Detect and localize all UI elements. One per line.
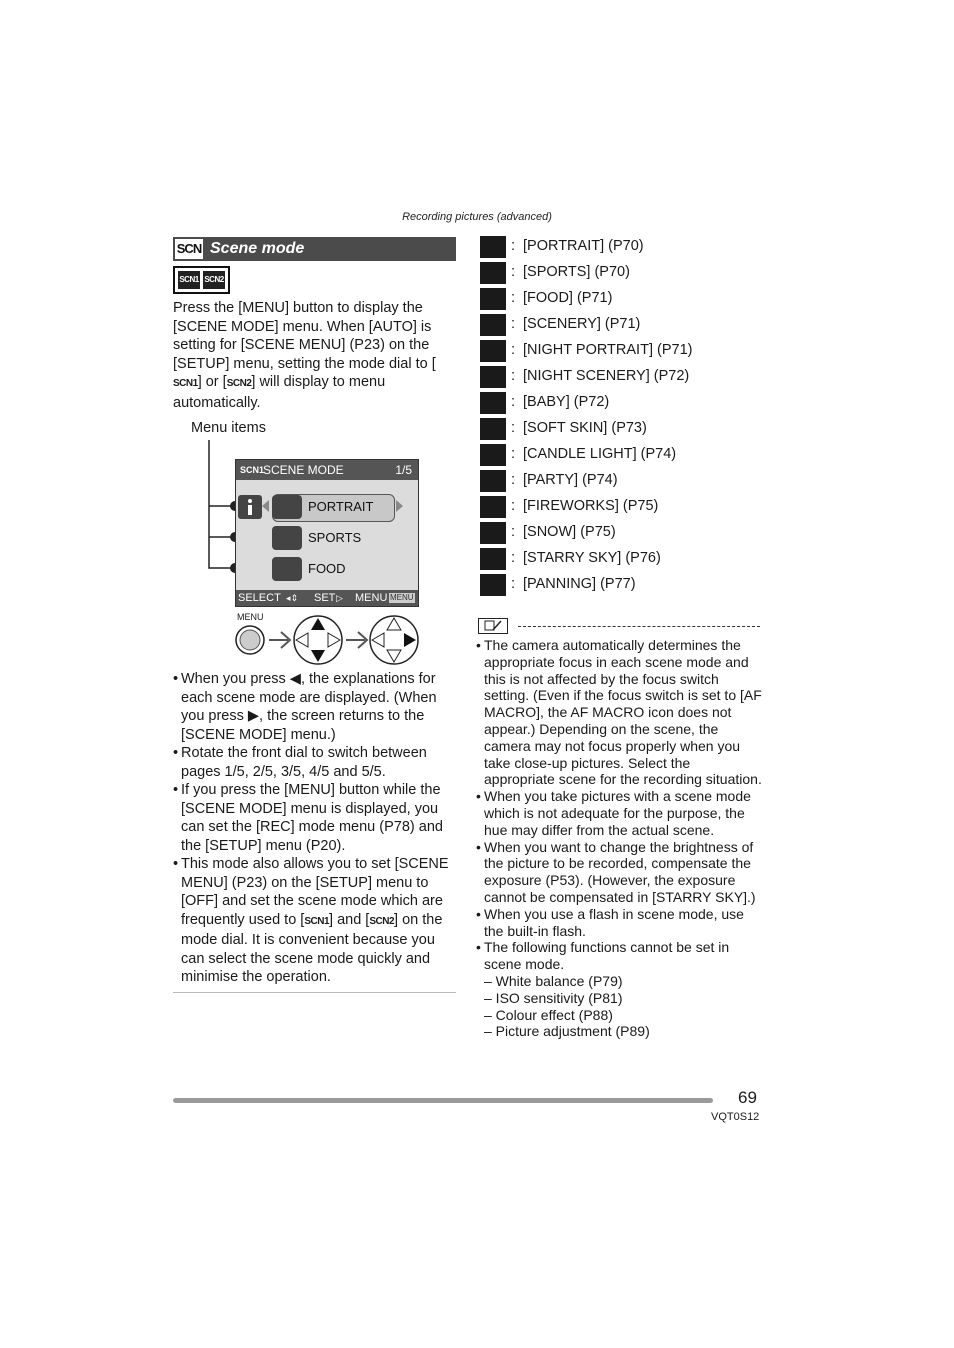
note-icon bbox=[478, 618, 508, 634]
lcd-title: SCENE MODE bbox=[263, 463, 344, 477]
document-code: VQT0S12 bbox=[711, 1111, 760, 1123]
button-sequence bbox=[234, 615, 424, 667]
running-head: Recording pictures (advanced) bbox=[402, 211, 552, 223]
bullet-text: ] and [ bbox=[329, 911, 370, 928]
section-title-bar bbox=[173, 237, 456, 261]
lcd-row-label: PORTRAIT bbox=[308, 499, 374, 514]
lcd-footer bbox=[236, 590, 418, 606]
section-title: Scene mode bbox=[210, 240, 305, 257]
party-icon bbox=[480, 470, 506, 492]
baby-icon bbox=[480, 392, 506, 414]
note-item: • When you want to change the brightness of the picture to be recorded, compensate the exposure (P53). (However, the exposure cannot be compensated in [STARRY SKY].) bbox=[476, 839, 762, 906]
note-item: • When you use a flash in scene mode, use the built-in flash. bbox=[476, 906, 762, 940]
left-bullet-list bbox=[173, 670, 458, 987]
bullet-item: • If you press the [MENU] button while the [SCENE MODE] menu is displayed, you can set the [REC] mode menu (P78) and the [SETUP] menu (P20). bbox=[173, 781, 458, 855]
colon: : bbox=[511, 576, 516, 592]
colon: : bbox=[511, 316, 516, 332]
intro-paragraph bbox=[173, 299, 458, 413]
sports-icon bbox=[272, 526, 302, 550]
colon: : bbox=[511, 420, 516, 436]
scn1-inline-icon: SCN1 bbox=[304, 915, 330, 927]
menu-button-label: MENU bbox=[237, 612, 264, 622]
note-subitem: – ISO sensitivity (P81) bbox=[484, 989, 623, 1006]
candle-light-icon bbox=[480, 444, 506, 466]
portrait-icon bbox=[480, 236, 506, 258]
colon: : bbox=[511, 524, 516, 540]
footer-rule bbox=[173, 1098, 713, 1103]
page-number: 69 bbox=[738, 1088, 757, 1107]
cursor-pad-icon bbox=[370, 616, 418, 664]
bullet-text: This mode also allows you to set [SCENE MENU] (P23) on the [SETUP] menu to [OFF] and set the scene mode which are frequently used to [ bbox=[181, 856, 449, 928]
starry-sky-icon bbox=[480, 548, 506, 570]
intro-text-3: ] will display to menu automatically. bbox=[173, 374, 386, 411]
colon: : bbox=[511, 368, 516, 384]
scene-label: [STARRY SKY] (P76) bbox=[523, 550, 661, 566]
lcd-screen bbox=[235, 459, 419, 607]
bullet-item: • When you press ◀, the explanations for each scene mode are displayed. (When you press ▶, the screen returns to the [SCENE MODE] menu.) bbox=[173, 670, 458, 744]
colon: : bbox=[511, 394, 516, 410]
scene-label: [PORTRAIT] (P70) bbox=[523, 238, 644, 254]
scn1-inline-icon: SCN1 bbox=[173, 378, 198, 390]
scene-label: [SNOW] (P75) bbox=[523, 524, 616, 540]
right-small-icon: ▷ bbox=[336, 593, 343, 603]
bullet-text: ] on the mode dial. It is convenient because you can select the scene mode quickly and minimise the operation. bbox=[181, 911, 443, 985]
lcd-footer-set: SET bbox=[314, 592, 336, 604]
left-divider bbox=[173, 992, 456, 993]
scene-label: [SOFT SKIN] (P73) bbox=[523, 420, 647, 436]
scene-label: [PANNING] (P77) bbox=[523, 576, 636, 592]
menu-button-icon bbox=[236, 626, 264, 654]
colon: : bbox=[511, 446, 516, 462]
scene-label: [SPORTS] (P70) bbox=[523, 264, 630, 280]
updown-icon: ◂⇕ bbox=[286, 593, 299, 603]
colon: : bbox=[511, 238, 516, 254]
colon: : bbox=[511, 472, 516, 488]
snow-icon bbox=[480, 522, 506, 544]
scn1-icon: SCN1 bbox=[178, 271, 200, 289]
soft-skin-icon bbox=[480, 418, 506, 440]
scene-label: [CANDLE LIGHT] (P74) bbox=[523, 446, 677, 462]
mode-dial-icons bbox=[173, 266, 230, 294]
cursor-pad-icon bbox=[294, 616, 342, 664]
scn-icon: SCN bbox=[175, 239, 203, 259]
lcd-scn1-icon: SCN1 bbox=[240, 465, 265, 475]
scn2-inline-icon: SCN2 bbox=[369, 915, 395, 927]
note-item: • The camera automatically determines the appropriate focus in each scene mode and this is not affected by the focus switch setting. (Even if the focus switch is set to [AF MACRO], the AF MACRO icon does not appear.) Depending on the scene, the camera may not focus properly when you take close-up pictures. Select the appropriate scene for the recording situation. bbox=[476, 637, 762, 788]
note-dashed-line bbox=[518, 626, 760, 627]
intro-text-2: ] or [ bbox=[197, 374, 227, 391]
arrow-right-icon bbox=[346, 632, 367, 648]
scn2-icon: SCN2 bbox=[203, 271, 225, 289]
scene-label: [SCENERY] (P71) bbox=[523, 316, 641, 332]
menu-items-label: Menu items bbox=[191, 420, 266, 436]
scene-label: [NIGHT PORTRAIT] (P71) bbox=[523, 342, 693, 358]
panning-icon bbox=[480, 574, 506, 596]
colon: : bbox=[511, 550, 516, 566]
lcd-header bbox=[236, 460, 418, 480]
scene-label: [FOOD] (P71) bbox=[523, 290, 613, 306]
food-icon bbox=[480, 288, 506, 310]
lcd-footer-select: SELECT bbox=[238, 592, 281, 604]
night-scenery-icon bbox=[480, 366, 506, 388]
bullet-item bbox=[173, 855, 458, 987]
scene-label: [NIGHT SCENERY] (P72) bbox=[523, 368, 690, 384]
lcd-row-label: SPORTS bbox=[308, 530, 362, 545]
scn2-inline-icon: SCN2 bbox=[226, 378, 252, 390]
note-subitem: – Colour effect (P88) bbox=[484, 1006, 613, 1023]
note-subitem: – Picture adjustment (P89) bbox=[484, 1023, 650, 1040]
menu-badge: MENU bbox=[390, 593, 414, 602]
note-header bbox=[478, 618, 760, 634]
bullet-item: • Rotate the front dial to switch between pages 1/5, 2/5, 3/5, 4/5 and 5/5. bbox=[173, 744, 458, 781]
sports-icon bbox=[480, 262, 506, 284]
arrow-right-icon bbox=[269, 632, 290, 648]
fireworks-icon bbox=[480, 496, 506, 518]
night-portrait-icon bbox=[480, 340, 506, 362]
intro-text-1: Press the [MENU] button to display the [SCENE MODE] menu. When [AUTO] is setting for [SCENE MENU] (P23) on the [SETUP] menu, setting the mode dial to [ bbox=[173, 300, 436, 372]
scene-label: [PARTY] (P74) bbox=[523, 472, 618, 488]
note-item: • The following functions cannot be set in scene mode. bbox=[476, 939, 762, 973]
scene-label: [BABY] (P72) bbox=[523, 394, 610, 410]
colon: : bbox=[511, 342, 516, 358]
note-item: • When you take pictures with a scene mode which is not adequate for the purpose, the hue may differ from the actual scene. bbox=[476, 788, 762, 838]
scenery-icon bbox=[480, 314, 506, 336]
lcd-footer-menu: MENU bbox=[355, 592, 388, 604]
colon: : bbox=[511, 264, 516, 280]
note-bullet-list bbox=[476, 637, 762, 1040]
scene-label: [FIREWORKS] (P75) bbox=[523, 498, 659, 514]
food-icon bbox=[272, 557, 302, 581]
left-arrow-icon bbox=[262, 500, 270, 512]
colon: : bbox=[511, 290, 516, 306]
colon: : bbox=[511, 498, 516, 514]
right-arrow-icon bbox=[396, 500, 404, 512]
lcd-page: 1/5 bbox=[395, 463, 412, 477]
note-subitem: – White balance (P79) bbox=[484, 972, 623, 989]
portrait-icon bbox=[272, 495, 302, 519]
lcd-row-label: FOOD bbox=[308, 561, 346, 576]
